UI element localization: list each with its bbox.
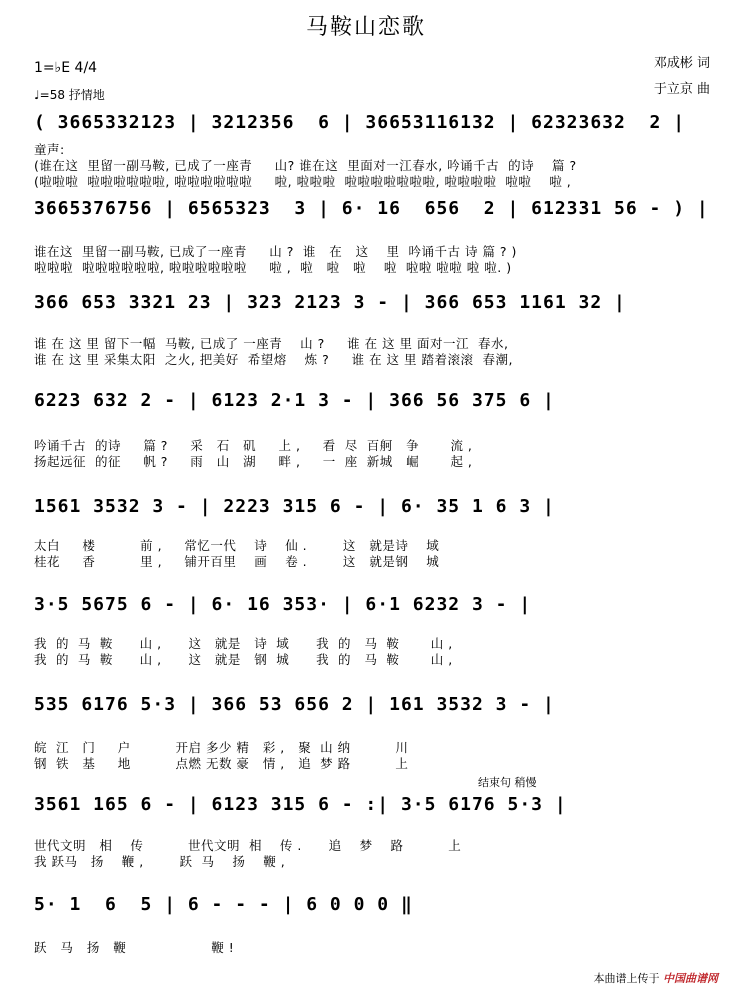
notation-line: 5· 1 6 5 | 6 - - - | 6 0 0 0 ‖ bbox=[34, 894, 413, 915]
notation-line: 3665376756 | 6565323 3 | 6· 16 656 2 | 612331 56 - ) | bbox=[34, 198, 709, 219]
lyrics-line-1: 皖 江 门 户 开启 多少 精 彩 , 聚 山 纳 川 bbox=[34, 740, 409, 755]
lyrics-line-1: 世代文明 相 传 世代文明 相 传 . 追 梦 路 上 bbox=[34, 838, 462, 853]
composer: 于立京 曲 bbox=[653, 82, 710, 97]
notation-line: 535 6176 5·3 | 366 53 656 2 | 161 3532 3 - | bbox=[34, 694, 555, 715]
lyrics-line-1: 谁在这 里留一副马鞍, 已成了一座青 山 ? 谁 在 这 里 吟诵千古 诗 篇 ? ) bbox=[34, 244, 517, 259]
notation-line: ( 3665332123 | 3212356 6 | 36653116132 | 62323632 2 | bbox=[34, 112, 686, 133]
lyrics-label: 童声: bbox=[34, 142, 65, 157]
lyricist: 邓成彬 词 bbox=[653, 56, 710, 71]
lyrics-line-2: 啦啦啦 啦啦啦啦啦啦, 啦啦啦啦啦啦 啦 , 啦 啦 啦 啦 啦啦 啦啦 啦 啦. ) bbox=[34, 260, 512, 275]
notation-line: 6223 632 2 - | 6123 2·1 3 - | 366 56 375 6 | bbox=[34, 390, 555, 411]
key-signature: 1=♭E 4/4 bbox=[34, 60, 98, 76]
footer-text: 本曲谱上传于 bbox=[593, 972, 660, 985]
site-logo: 中国曲谱网 bbox=[663, 972, 718, 985]
notation-line: 366 653 3321 23 | 323 2123 3 - | 366 653 1161 32 | bbox=[34, 292, 626, 313]
notation-line: 1561 3532 3 - | 2223 315 6 - | 6· 35 1 6 3 | bbox=[34, 496, 555, 517]
notation-line: 3561 165 6 - | 6123 315 6 - :| 3·5 6176 5·3 | bbox=[34, 794, 567, 815]
lyrics-line-1: 跃 马 扬 鞭 鞭 ! bbox=[34, 940, 235, 955]
lyrics-line-2: 我 的 马 鞍 山 , 这 就是 钢 城 我 的 马 鞍 山 , bbox=[34, 652, 453, 667]
lyrics-line-2: 钢 铁 基 地 点燃 无数 豪 情 , 追 梦 路 上 bbox=[34, 756, 409, 771]
notation-line: 3·5 5675 6 - | 6· 16 353· | 6·1 6232 3 - | bbox=[34, 594, 532, 615]
lyrics-line-1: 我 的 马 鞍 山 , 这 就是 诗 域 我 的 马 鞍 山 , bbox=[34, 636, 453, 651]
tempo-marking: ♩=58 抒情地 bbox=[34, 88, 105, 102]
footer bbox=[594, 970, 719, 986]
lyrics-line-2: 我 跃马 扬 鞭 , 跃 马 扬 鞭 , bbox=[34, 854, 286, 869]
lyrics-line-1: (谁在这 里留一副马鞍, 已成了一座青 山? 谁在这 里面对一江春水, 吟诵千古 的诗 篇 ? bbox=[34, 158, 577, 173]
song-title: 马鞍山恋歌 bbox=[305, 15, 426, 40]
lyrics-line-1: 谁 在 这 里 留下一幅 马鞍, 已成了 一座青 山 ? 谁 在 这 里 面对一江 春水, bbox=[34, 336, 509, 351]
lyrics-line-1: 太白 楼 前 , 常忆一代 诗 仙 . 这 就是诗 域 bbox=[34, 538, 440, 553]
lyrics-line-1: 吟诵千古 的诗 篇 ? 采 石 矶 上 , 看 尽 百舸 争 流 , bbox=[34, 438, 473, 453]
lyrics-line-2: 扬起远征 的征 帆 ? 雨 山 湖 畔 , 一 座 新城 崛 起 , bbox=[34, 454, 473, 469]
lyrics-line-2: 谁 在 这 里 采集太阳 之火, 把美好 希望熔 炼 ? 谁 在 这 里 踏着滚滚 春潮, bbox=[34, 352, 513, 367]
lyrics-line-2: (啦啦啦 啦啦啦啦啦啦, 啦啦啦啦啦啦 啦, 啦啦啦 啦啦啦啦啦啦啦, 啦啦啦啦 啦啦 啦 , bbox=[34, 174, 572, 189]
lyrics-line-2: 桂花 香 里 , 铺开百里 画 卷 . 这 就是钢 城 bbox=[34, 554, 440, 569]
ending-annotation: 结束句 稍慢 bbox=[478, 776, 537, 789]
